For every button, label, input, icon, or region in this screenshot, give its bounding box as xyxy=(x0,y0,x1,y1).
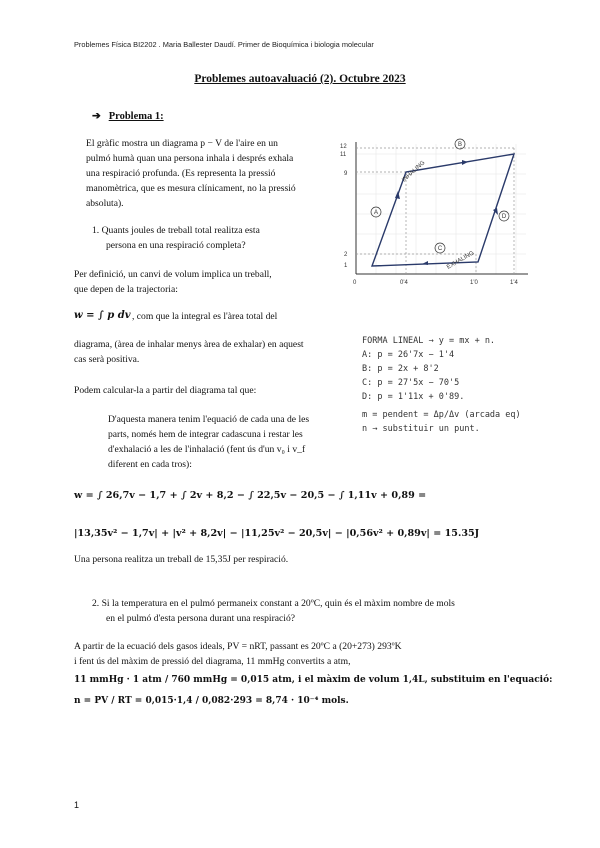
conversion-line: 11 mmHg · 1 atm / 760 mmHg = 0,015 atm, i el màxim de volum 1,4L, substituim en l'equació: xyxy=(74,675,553,685)
definition-line: que depen de la trajectoria: xyxy=(74,284,178,295)
method-line: diferent en cada tros): xyxy=(108,459,192,470)
y-tick: 12 xyxy=(340,144,347,150)
note-line: D: p = 1'11x + 0'89. xyxy=(362,392,465,402)
intro-paragraph xyxy=(86,136,336,211)
x-tick: 0'4 xyxy=(400,280,408,286)
evaluated-equation: |13,35v² − 1,7v| + |v² + 8,2v| − |11,25v² − 20,5v| − |0,56v² + 0,89v| = 15.35J xyxy=(74,528,480,539)
x-tick: 0 xyxy=(353,280,357,286)
note-line: C: p = 27'5x − 70'5 xyxy=(362,378,460,388)
work-formula-row xyxy=(74,300,364,334)
note-line: A: p = 26'7x − 1'4 xyxy=(362,350,455,360)
gas-law-text xyxy=(74,639,534,669)
question-line: en el pulmó d'esta persona durant una respiració? xyxy=(106,613,296,624)
question-2 xyxy=(92,596,552,626)
intro-line: manomètrica, que es mesura clínicament, no la pressió xyxy=(86,183,296,194)
page-number: 1 xyxy=(74,800,80,810)
gas-line: i fent ús del màxim de pressió del diagrama, 11 mmHg convertits a atm, xyxy=(74,656,351,667)
question-line: persona en una respiració completa? xyxy=(106,240,246,251)
y-tick: 9 xyxy=(344,171,348,177)
point-label: A xyxy=(373,210,379,216)
method-line: d'exhalació a les de l'inhalació (fent ús d'un v₀ i v_f xyxy=(108,444,306,455)
area-text xyxy=(74,337,374,367)
question-line: 1. Quants joules de treball total realitza esta xyxy=(92,225,260,236)
note-line: n → substituir un punt. xyxy=(362,424,480,434)
area-line: cas serà positiva. xyxy=(74,354,140,365)
inhaling-label: INHALING xyxy=(401,160,427,184)
intro-line: El gràfic mostra un diagrama p − V de l'aire en un xyxy=(86,138,278,149)
y-tick: 2 xyxy=(344,252,348,258)
definition-line: Per definició, un canvi de volum implica un treball, xyxy=(74,269,272,280)
note-line: FORMA LINEAL → y = mx + n. xyxy=(362,336,496,346)
page-title: Problemes autoavaluació (2). Octubre 2023 xyxy=(194,73,406,85)
intro-line: absoluta). xyxy=(86,198,124,209)
cycle-path xyxy=(372,154,514,266)
work-formula: w = ∫ p dv xyxy=(74,310,131,321)
point-label: D xyxy=(501,214,507,220)
moles-line: n = PV / RT = 0,015·1,4 / 0,082·293 = 8,74 · 10⁻⁴ mols. xyxy=(74,696,349,706)
problem-1-heading xyxy=(92,110,164,122)
intro-line: pulmó humà quan una persona inhala i després exhala xyxy=(86,153,294,164)
y-tick: 1 xyxy=(344,263,348,269)
diagram-grid xyxy=(356,144,526,274)
y-tick: 11 xyxy=(340,152,347,158)
intro-line: una respiració profunda. (Es representa la pressió xyxy=(86,168,276,179)
x-tick: 1'0 xyxy=(470,280,478,286)
method-paragraph xyxy=(108,412,358,472)
arrow-icon: ➔ xyxy=(92,111,101,122)
method-line: parts, només hem de integrar cadascuna i restar les xyxy=(108,429,303,440)
exhaling-label: EXHALING xyxy=(446,250,476,271)
definition-text xyxy=(74,267,344,297)
note-line: B: p = 2x + 8'2 xyxy=(362,364,439,374)
page-header: Problemes Física BI2202 . Maria Ballester Daudí. Primer de Bioquímica i biologia molecular xyxy=(74,40,374,49)
work-description: , com que la integral es l'àrea total del xyxy=(132,311,278,322)
area-line: diagrama, (àrea de inhalar menys àrea de exhalar) en aquest xyxy=(74,339,304,350)
note-line: m = pendent = Δp/Δv (arcada eq) xyxy=(362,410,521,420)
integral-equation: w = ∫ 26,7v − 1,7 + ∫ 2v + 8,2 − ∫ 22,5v − 20,5 − ∫ 1,11v + 0,89 = xyxy=(74,490,427,501)
point-label: C xyxy=(437,246,443,252)
result-problem-1: Una persona realitza un treball de 15,35J per respiració. xyxy=(74,554,289,565)
point-label: B xyxy=(457,142,463,148)
method-line: D'aquesta manera tenim l'equació de cada una de les xyxy=(108,414,310,425)
problem-1-label: Problema 1: xyxy=(108,111,164,122)
question-line: 2. Si la temperatura en el pulmó permaneix constant a 20ºC, quin és el màxim nombre de mols xyxy=(92,598,455,609)
handwritten-notes xyxy=(362,334,572,436)
question-1 xyxy=(92,223,342,253)
pv-diagram xyxy=(336,134,536,294)
calc-intro: Podem calcular-la a partir del diagrama tal que: xyxy=(74,385,257,396)
x-tick: 1'4 xyxy=(510,280,518,286)
gas-line: A partir de la ecuació dels gasos ideals, PV = nRT, passant es 20ºC a (20+273) 293ºK xyxy=(74,641,402,652)
